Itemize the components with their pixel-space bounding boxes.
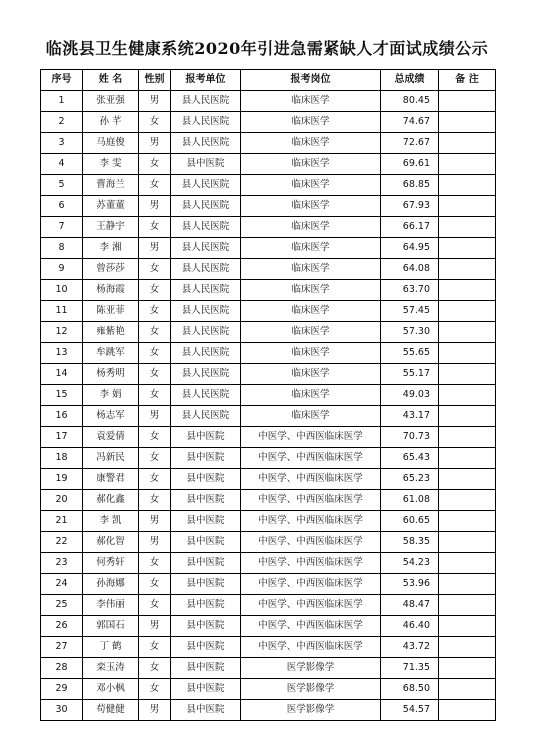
cell-name: 杨志军	[83, 406, 139, 427]
cell-position: 中医学、中西医临床医学	[241, 637, 381, 658]
cell-remark	[439, 154, 496, 175]
cell-unit: 县中医院	[171, 448, 241, 469]
cell-gender: 女	[139, 595, 171, 616]
cell-unit: 县人民医院	[171, 406, 241, 427]
cell-index: 30	[41, 700, 83, 721]
cell-unit: 县中医院	[171, 595, 241, 616]
cell-index: 4	[41, 154, 83, 175]
cell-remark	[439, 679, 496, 700]
cell-gender: 女	[139, 259, 171, 280]
cell-gender: 男	[139, 406, 171, 427]
cell-gender: 女	[139, 574, 171, 595]
cell-index: 19	[41, 469, 83, 490]
cell-score: 74.67	[381, 112, 439, 133]
cell-remark	[439, 280, 496, 301]
cell-name: 李 雯	[83, 154, 139, 175]
cell-gender: 女	[139, 322, 171, 343]
cell-remark	[439, 217, 496, 238]
table-row	[41, 238, 496, 259]
cell-score: 80.45	[381, 91, 439, 112]
cell-gender: 女	[139, 301, 171, 322]
cell-name: 冯新民	[83, 448, 139, 469]
cell-remark	[439, 658, 496, 679]
cell-gender: 女	[139, 343, 171, 364]
cell-remark	[439, 448, 496, 469]
table-row	[41, 553, 496, 574]
header-index: 序号	[41, 70, 83, 91]
cell-remark	[439, 700, 496, 721]
table-row	[41, 448, 496, 469]
cell-unit: 县人民医院	[171, 343, 241, 364]
cell-score: 48.47	[381, 595, 439, 616]
cell-gender: 女	[139, 217, 171, 238]
results-table	[40, 69, 496, 721]
cell-gender: 女	[139, 553, 171, 574]
cell-unit: 县人民医院	[171, 280, 241, 301]
cell-gender: 女	[139, 154, 171, 175]
page-title: 临洮县卫生健康系统2020年引进急需紧缺人才面试成绩公示	[45, 39, 489, 58]
cell-score: 68.85	[381, 175, 439, 196]
cell-unit: 县中医院	[171, 490, 241, 511]
cell-name: 康警君	[83, 469, 139, 490]
cell-remark	[439, 574, 496, 595]
cell-position: 中医学、中西医临床医学	[241, 469, 381, 490]
cell-remark	[439, 196, 496, 217]
cell-name: 牟跳军	[83, 343, 139, 364]
cell-gender: 女	[139, 175, 171, 196]
table-row	[41, 658, 496, 679]
table-row	[41, 301, 496, 322]
cell-score: 57.30	[381, 322, 439, 343]
cell-unit: 县中医院	[171, 532, 241, 553]
cell-gender: 男	[139, 700, 171, 721]
cell-score: 71.35	[381, 658, 439, 679]
cell-unit: 县中医院	[171, 469, 241, 490]
cell-score: 61.08	[381, 490, 439, 511]
table-row	[41, 217, 496, 238]
table-row	[41, 196, 496, 217]
cell-index: 22	[41, 532, 83, 553]
cell-name: 李 娟	[83, 385, 139, 406]
cell-score: 43.17	[381, 406, 439, 427]
cell-index: 11	[41, 301, 83, 322]
table-row	[41, 364, 496, 385]
cell-name: 郭国石	[83, 616, 139, 637]
cell-gender: 男	[139, 511, 171, 532]
cell-name: 杨秀明	[83, 364, 139, 385]
cell-gender: 女	[139, 364, 171, 385]
cell-name: 李 凯	[83, 511, 139, 532]
cell-name: 丁 鹤	[83, 637, 139, 658]
cell-gender: 女	[139, 385, 171, 406]
cell-name: 栾玉涛	[83, 658, 139, 679]
cell-position: 临床医学	[241, 280, 381, 301]
cell-index: 3	[41, 133, 83, 154]
cell-gender: 女	[139, 637, 171, 658]
cell-position: 中医学、中西医临床医学	[241, 553, 381, 574]
cell-gender: 女	[139, 658, 171, 679]
table-row	[41, 322, 496, 343]
cell-index: 10	[41, 280, 83, 301]
cell-remark	[439, 469, 496, 490]
cell-remark	[439, 553, 496, 574]
cell-score: 63.70	[381, 280, 439, 301]
cell-position: 临床医学	[241, 238, 381, 259]
cell-unit: 县人民医院	[171, 112, 241, 133]
cell-position: 中医学、中西医临床医学	[241, 490, 381, 511]
cell-unit: 县中医院	[171, 511, 241, 532]
cell-score: 66.17	[381, 217, 439, 238]
cell-position: 临床医学	[241, 154, 381, 175]
cell-score: 70.73	[381, 427, 439, 448]
cell-index: 28	[41, 658, 83, 679]
cell-remark	[439, 511, 496, 532]
cell-name: 苏董董	[83, 196, 139, 217]
header-score: 总成绩	[381, 70, 439, 91]
table-row	[41, 574, 496, 595]
cell-name: 王静宇	[83, 217, 139, 238]
cell-position: 中医学、中西医临床医学	[241, 511, 381, 532]
cell-gender: 男	[139, 133, 171, 154]
header-position: 报考岗位	[241, 70, 381, 91]
table-row	[41, 511, 496, 532]
cell-score: 49.03	[381, 385, 439, 406]
cell-name: 曾莎莎	[83, 259, 139, 280]
cell-position: 临床医学	[241, 133, 381, 154]
cell-position: 临床医学	[241, 259, 381, 280]
cell-name: 孙海娜	[83, 574, 139, 595]
cell-gender: 男	[139, 238, 171, 259]
table-row	[41, 700, 496, 721]
cell-unit: 县中医院	[171, 427, 241, 448]
cell-remark	[439, 406, 496, 427]
cell-index: 16	[41, 406, 83, 427]
cell-unit: 县人民医院	[171, 217, 241, 238]
table-row	[41, 637, 496, 658]
cell-name: 郝化鑫	[83, 490, 139, 511]
cell-remark	[439, 301, 496, 322]
cell-gender: 女	[139, 280, 171, 301]
cell-score: 54.23	[381, 553, 439, 574]
cell-name: 李 湘	[83, 238, 139, 259]
cell-gender: 男	[139, 616, 171, 637]
cell-index: 6	[41, 196, 83, 217]
cell-remark	[439, 112, 496, 133]
cell-unit: 县人民医院	[171, 385, 241, 406]
cell-gender: 女	[139, 469, 171, 490]
table-row	[41, 469, 496, 490]
cell-remark	[439, 259, 496, 280]
cell-name: 雍紫艳	[83, 322, 139, 343]
cell-remark	[439, 91, 496, 112]
header-remark: 备 注	[439, 70, 496, 91]
table-row	[41, 616, 496, 637]
cell-index: 21	[41, 511, 83, 532]
cell-name: 杨海霞	[83, 280, 139, 301]
cell-unit: 县人民医院	[171, 133, 241, 154]
cell-remark	[439, 616, 496, 637]
cell-index: 13	[41, 343, 83, 364]
cell-unit: 县人民医院	[171, 175, 241, 196]
cell-unit: 县中医院	[171, 154, 241, 175]
cell-remark	[439, 595, 496, 616]
cell-position: 临床医学	[241, 217, 381, 238]
table-row	[41, 406, 496, 427]
table-row	[41, 259, 496, 280]
cell-position: 医学影像学	[241, 679, 381, 700]
cell-score: 43.72	[381, 637, 439, 658]
cell-position: 医学影像学	[241, 700, 381, 721]
table-row	[41, 679, 496, 700]
cell-index: 14	[41, 364, 83, 385]
table-row	[41, 280, 496, 301]
cell-index: 29	[41, 679, 83, 700]
cell-remark	[439, 175, 496, 196]
cell-gender: 男	[139, 532, 171, 553]
cell-position: 中医学、中西医临床医学	[241, 448, 381, 469]
cell-index: 27	[41, 637, 83, 658]
cell-unit: 县人民医院	[171, 259, 241, 280]
cell-gender: 男	[139, 196, 171, 217]
cell-unit: 县中医院	[171, 574, 241, 595]
cell-position: 临床医学	[241, 196, 381, 217]
header-unit: 报考单位	[171, 70, 241, 91]
cell-index: 1	[41, 91, 83, 112]
cell-remark	[439, 133, 496, 154]
cell-name: 袁爱倩	[83, 427, 139, 448]
cell-unit: 县人民医院	[171, 238, 241, 259]
cell-score: 55.65	[381, 343, 439, 364]
cell-score: 53.96	[381, 574, 439, 595]
cell-position: 临床医学	[241, 91, 381, 112]
cell-name: 苟健健	[83, 700, 139, 721]
table-row	[41, 532, 496, 553]
cell-remark	[439, 427, 496, 448]
cell-index: 25	[41, 595, 83, 616]
cell-index: 18	[41, 448, 83, 469]
cell-score: 72.67	[381, 133, 439, 154]
cell-remark	[439, 238, 496, 259]
cell-index: 12	[41, 322, 83, 343]
cell-position: 中医学、中西医临床医学	[241, 427, 381, 448]
cell-index: 9	[41, 259, 83, 280]
cell-position: 临床医学	[241, 385, 381, 406]
cell-score: 54.57	[381, 700, 439, 721]
cell-gender: 女	[139, 490, 171, 511]
cell-remark	[439, 385, 496, 406]
table-row	[41, 595, 496, 616]
cell-unit: 县人民医院	[171, 301, 241, 322]
cell-name: 何秀轩	[83, 553, 139, 574]
table-row	[41, 112, 496, 133]
cell-index: 2	[41, 112, 83, 133]
cell-gender: 女	[139, 112, 171, 133]
table-header-row	[41, 70, 496, 91]
cell-name: 邓小枫	[83, 679, 139, 700]
cell-score: 65.23	[381, 469, 439, 490]
cell-unit: 县中医院	[171, 637, 241, 658]
cell-name: 李伟丽	[83, 595, 139, 616]
cell-name: 陈亚菲	[83, 301, 139, 322]
cell-unit: 县人民医院	[171, 364, 241, 385]
cell-gender: 女	[139, 427, 171, 448]
cell-score: 64.95	[381, 238, 439, 259]
table-row	[41, 490, 496, 511]
cell-remark	[439, 322, 496, 343]
cell-unit: 县中医院	[171, 700, 241, 721]
cell-position: 临床医学	[241, 175, 381, 196]
cell-index: 23	[41, 553, 83, 574]
cell-name: 马庭俊	[83, 133, 139, 154]
cell-name: 曹海兰	[83, 175, 139, 196]
cell-score: 68.50	[381, 679, 439, 700]
cell-position: 临床医学	[241, 322, 381, 343]
cell-position: 中医学、中西医临床医学	[241, 616, 381, 637]
table-row	[41, 154, 496, 175]
cell-position: 中医学、中西医临床医学	[241, 574, 381, 595]
cell-position: 临床医学	[241, 364, 381, 385]
cell-position: 中医学、中西医临床医学	[241, 532, 381, 553]
cell-remark	[439, 637, 496, 658]
cell-unit: 县人民医院	[171, 322, 241, 343]
cell-score: 69.61	[381, 154, 439, 175]
cell-gender: 女	[139, 679, 171, 700]
cell-gender: 男	[139, 91, 171, 112]
table-row	[41, 91, 496, 112]
header-gender: 性别	[139, 70, 171, 91]
cell-remark	[439, 364, 496, 385]
cell-score: 60.65	[381, 511, 439, 532]
cell-index: 26	[41, 616, 83, 637]
cell-remark	[439, 343, 496, 364]
cell-unit: 县人民医院	[171, 196, 241, 217]
cell-score: 57.45	[381, 301, 439, 322]
cell-index: 7	[41, 217, 83, 238]
cell-name: 张亚强	[83, 91, 139, 112]
cell-unit: 县中医院	[171, 679, 241, 700]
cell-position: 医学影像学	[241, 658, 381, 679]
cell-index: 15	[41, 385, 83, 406]
cell-position: 临床医学	[241, 112, 381, 133]
cell-unit: 县中医院	[171, 658, 241, 679]
cell-name: 孙 芊	[83, 112, 139, 133]
cell-index: 5	[41, 175, 83, 196]
cell-index: 24	[41, 574, 83, 595]
cell-score: 67.93	[381, 196, 439, 217]
cell-score: 58.35	[381, 532, 439, 553]
cell-index: 17	[41, 427, 83, 448]
cell-unit: 县人民医院	[171, 91, 241, 112]
cell-unit: 县中医院	[171, 553, 241, 574]
cell-score: 46.40	[381, 616, 439, 637]
cell-index: 20	[41, 490, 83, 511]
header-name: 姓 名	[83, 70, 139, 91]
table-body	[41, 91, 496, 721]
cell-score: 55.17	[381, 364, 439, 385]
table-row	[41, 133, 496, 154]
table-row	[41, 427, 496, 448]
table-row	[41, 385, 496, 406]
cell-remark	[439, 490, 496, 511]
cell-score: 64.08	[381, 259, 439, 280]
cell-index: 8	[41, 238, 83, 259]
cell-remark	[439, 532, 496, 553]
cell-gender: 女	[139, 448, 171, 469]
cell-unit: 县中医院	[171, 616, 241, 637]
cell-position: 临床医学	[241, 343, 381, 364]
cell-position: 临床医学	[241, 406, 381, 427]
cell-position: 中医学、中西医临床医学	[241, 595, 381, 616]
table-row	[41, 343, 496, 364]
cell-score: 65.43	[381, 448, 439, 469]
table-row	[41, 175, 496, 196]
cell-position: 临床医学	[241, 301, 381, 322]
cell-name: 郝化智	[83, 532, 139, 553]
